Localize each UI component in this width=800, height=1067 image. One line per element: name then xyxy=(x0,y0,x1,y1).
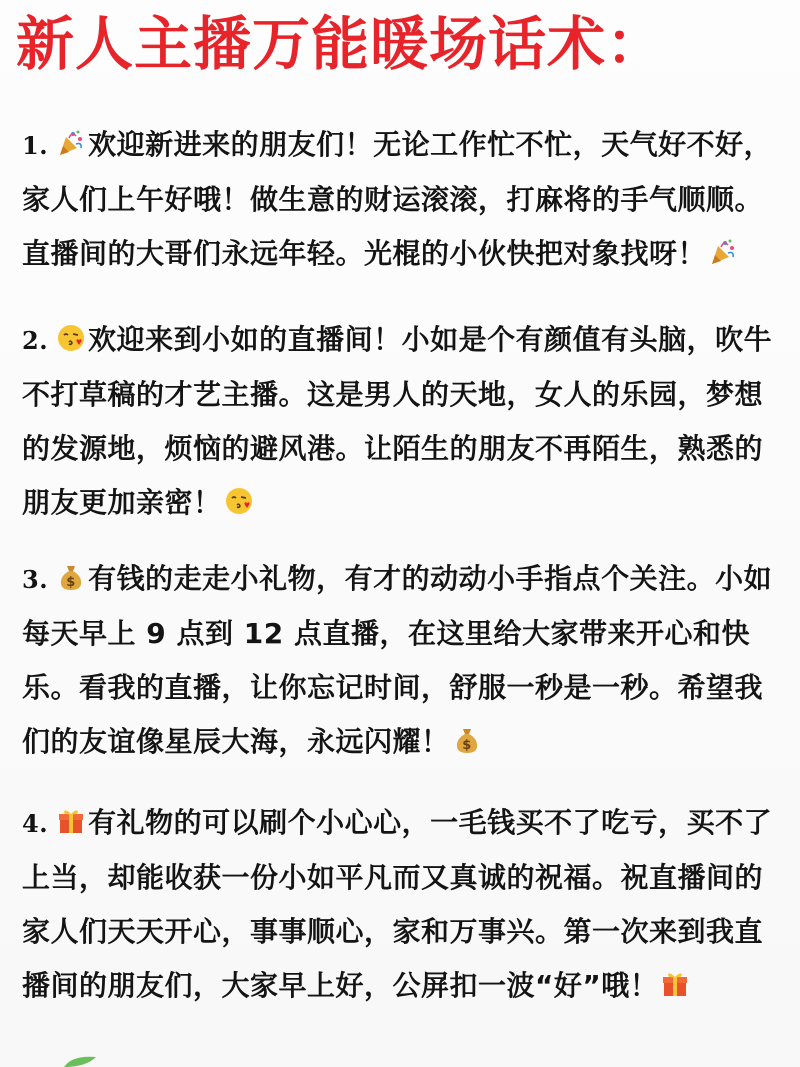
talk-item-1 xyxy=(22,118,782,281)
item-number: 1. xyxy=(22,131,49,160)
item-number: 2. xyxy=(22,326,49,355)
page-title: 新人主播万能暖场话术： xyxy=(16,10,666,78)
talk-item-4 xyxy=(22,796,782,1013)
leaf-decoration-icon xyxy=(62,1053,98,1067)
talk-item-2 xyxy=(22,313,782,530)
item-text: 欢迎新进来的朋友们！无论工作忙不忙，天气好不好，家人们上午好哦！做生意的财运滚滚，打麻将的手气顺顺。直播间的大哥们永远年轻。光棍的小伙快把对象找呀！ xyxy=(22,128,773,270)
item-text: 有钱的走走小礼物，有才的动动小手指点个关注。小如每天早上 9 点到 12 点直播，在这里给大家带来开心和快乐。看我的直播，让你忘记时间，舒服一秒是一秒。希望我们的友谊像星辰大海，永远闪耀！ xyxy=(22,562,773,758)
gift-icon xyxy=(56,806,86,836)
kissing-face-icon xyxy=(224,486,254,516)
party-popper-icon xyxy=(708,237,738,267)
item-text: 欢迎来到小如的直播间！小如是个有颜值有头脑，吹牛不打草稿的才艺主播。这是男人的天地，女人的乐园，梦想的发源地，烦恼的避风港。让陌生的朋友不再陌生，熟悉的朋友更加亲密！ xyxy=(22,323,773,519)
party-popper-icon xyxy=(56,128,86,158)
talk-item-3 xyxy=(22,552,782,769)
money-bag-icon xyxy=(56,562,86,592)
item-number: 3. xyxy=(22,565,49,594)
money-bag-icon xyxy=(452,725,482,755)
kissing-face-icon xyxy=(56,323,86,353)
gift-icon xyxy=(660,969,690,999)
svg-text:$: $ xyxy=(66,575,76,590)
item-number: 4. xyxy=(22,809,49,838)
svg-text:$: $ xyxy=(461,738,472,753)
item-text: 有礼物的可以刷个小心心，一毛钱买不了吃亏，买不了上当，却能收获一份小如平凡而又真诚的祝福。祝直播间的家人们天天开心，事事顺心，家和万事兴。第一次来到我直播间的朋友们，大家早上好，公屏扣一波“好”哦！ xyxy=(22,806,773,1002)
